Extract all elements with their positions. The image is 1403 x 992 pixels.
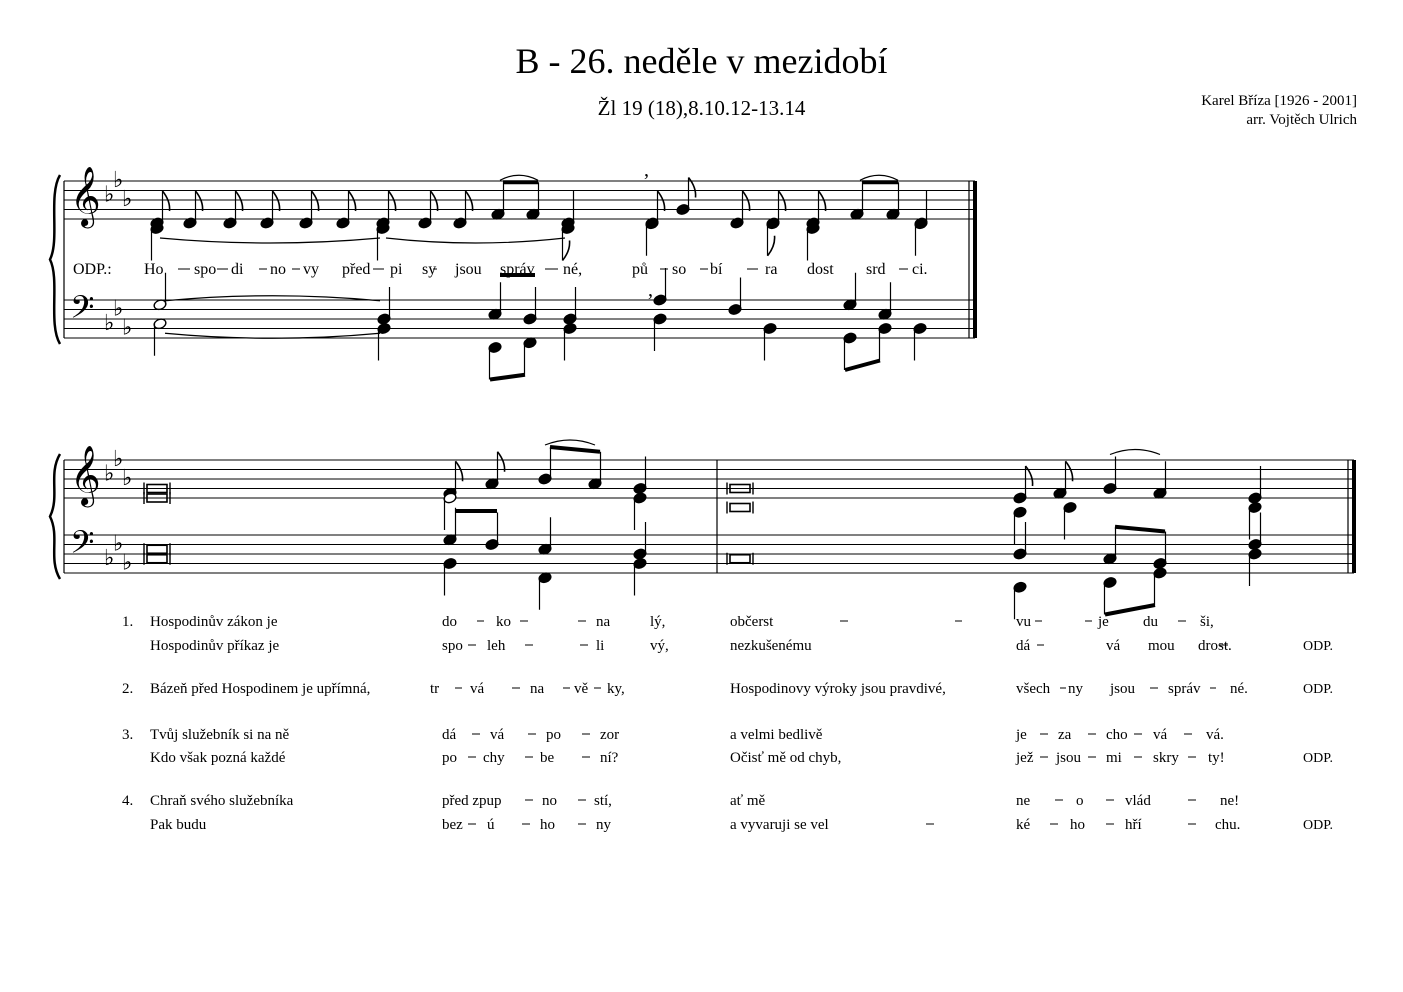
refrain-label: ODP.: [73,261,112,278]
verse-syllable: li [596,638,605,654]
page-title: B - 26. neděle v mezidobí [515,41,888,81]
verse-syllable: všech [1016,681,1051,697]
verse-syllable: dá [1016,638,1031,654]
verse-syllable: chy [483,750,505,766]
verse-syllable: vá [1106,638,1121,654]
verse-syllable: skry [1153,750,1179,766]
bass-clef-icon: 𝄢 [70,525,95,568]
verse-syllable: a velmi bedlivě [730,727,823,743]
verse-syllable: zor [600,727,620,743]
refrain-syllable: před [342,261,371,278]
flat-icon: ♭ [122,314,133,340]
refrain-syllable: pi [390,261,403,278]
brace [50,175,60,344]
verse-syllable: vě [574,681,589,697]
note-flag [819,191,826,211]
verse-syllable: vá [470,681,485,697]
verse-syllable: chu. [1215,817,1241,833]
flat-icon: ♭ [104,460,115,486]
note-flag [273,191,280,211]
refrain-syllable: ci. [912,261,928,278]
verse-syllable: vlád [1125,793,1151,809]
note-flag [349,191,356,211]
refrain-syllable: jsou [455,261,482,278]
tie [545,440,595,445]
beam [550,447,600,452]
response-marker: ODP. [1303,639,1333,654]
note-flag [312,191,319,211]
note-flag [456,461,463,481]
refrain-syllable: srd [866,261,886,278]
flat-icon: ♭ [104,181,115,207]
verse-syllable: ú [487,817,495,833]
refrain-syllable: správ [500,261,535,278]
verse-syllable: jsou [1056,750,1082,766]
tie [1110,450,1160,455]
brace [50,454,60,579]
verse-syllable: vá [1153,727,1168,743]
verse-syllable: po [442,750,457,766]
refrain-syllable: spo [194,261,217,278]
verse-syllable: bez [442,817,463,833]
refrain-syllable: di [231,261,244,278]
verse-syllable: jež [1016,750,1034,766]
verse-syllable: po [546,727,561,743]
verse-syllable: hří [1125,817,1142,833]
verse-syllable: no [542,793,557,809]
verse-syllable: Pak budu [150,817,207,833]
refrain-lyrics [73,261,928,278]
verse-syllable: leh [487,638,506,654]
verse-syllable: mi [1106,750,1122,766]
note-flag [163,191,170,211]
verse-syllable: Hospodinův příkaz je [150,638,280,654]
note-flag [779,191,786,211]
note-flag [196,191,203,211]
tie [860,175,898,180]
verse-syllable: správ [1168,681,1201,697]
verse-syllable: Hospodinovy výroky jsou pravdivé, [730,681,946,697]
verse-syllable: nezkušenému [730,638,812,654]
flat-icon: ♭ [113,446,124,471]
psalm-reference: Žl 19 (18),8.10.12-13.14 [597,96,806,120]
staff-lines [50,166,1354,579]
flat-icon: ♭ [113,167,124,192]
verse-number: 1. [122,614,134,630]
note-flag [431,191,438,211]
flat-icon: ♭ [104,309,115,335]
response-marker: ODP. [1303,682,1333,697]
refrain-syllable: so [672,261,687,278]
breve-note [730,504,750,512]
beam [490,375,525,380]
verse-syllable: za [1058,727,1072,743]
verse-syllable: Bázeň před Hospodinem je upřímná, [150,681,371,697]
note-flag [498,452,505,472]
breve-note [730,555,750,563]
tie [160,238,380,243]
verse-syllable: ne! [1220,793,1240,809]
verse-syllable: stí, [594,793,612,809]
verse-number: 3. [122,727,134,743]
verse-syllable: o [1076,793,1084,809]
verse-number: 2. [122,681,134,697]
verse-syllable: ne [1016,793,1031,809]
flat-icon: ♭ [104,544,115,570]
response-marker: ODP. [1303,818,1333,833]
note-flag [658,191,665,211]
beam [1115,527,1165,532]
verse-syllable: ať mě [730,793,766,809]
verse-syllable: ši, [1200,614,1214,630]
verse-syllable: ní? [600,750,619,766]
arranger-name: arr. Vojtěch Ulrich [1246,112,1357,128]
breath-mark-icon: , [644,159,649,181]
verse-syllable: je [1098,614,1109,630]
note-flag [743,191,750,211]
verse-syllable: ny [1068,681,1083,697]
verse-syllable: spo [442,638,463,654]
flat-icon: ♭ [113,530,124,556]
composer-name: Karel Bříza [1926 - 2001] [1201,93,1357,109]
verse-syllable: jsou [1110,681,1136,697]
breve-note [147,555,167,563]
verse-lyrics [122,614,1333,833]
verse-syllable: ty! [1208,750,1225,766]
verse-syllable: ko [496,614,511,630]
flat-icon: ♭ [122,186,133,211]
verse-syllable: a vyvaruji se vel [730,817,829,833]
verse-syllable: na [596,614,611,630]
verse-syllable: vu [1016,614,1031,630]
refrain-syllable: bí [710,261,723,278]
treble-clef-icon: 𝄞 [70,168,101,226]
refrain-syllable: dost [807,261,834,278]
breve-note [147,545,167,553]
verse-syllable: cho [1106,727,1128,743]
tie [500,175,538,180]
verse-syllable: ho [1070,817,1085,833]
verse-syllable: Hospodinův zákon je [150,614,278,630]
tie [386,238,565,243]
note-flag [768,236,775,256]
note-flag [563,241,570,261]
verse-syllable: ny [596,817,611,833]
flat-icon: ♭ [113,295,124,321]
verse-number: 4. [122,793,134,809]
treble-clef-icon: 𝄞 [70,447,101,505]
note-flag [389,191,396,211]
verse-syllable: be [540,750,555,766]
notes [144,159,1262,619]
note-flag [236,191,243,211]
verse-syllable: před zpup [442,793,502,809]
verse-syllable: ky, [607,681,625,697]
beam [845,361,880,371]
refrain-syllable: pů [632,261,648,278]
refrain-syllable: no [270,261,286,278]
refrain-syllable: Ho [144,261,164,278]
response-marker: ODP. [1303,751,1333,766]
verse-syllable: Kdo však pozná každé [150,750,286,766]
verse-syllable: do [442,614,457,630]
verse-syllable: tr [430,681,440,697]
verse-syllable: vá. [1206,727,1224,743]
flat-icon: ♭ [122,465,133,490]
refrain-syllable: sy [422,261,437,278]
note-flag [1066,461,1073,481]
breath-mark-icon: , [648,279,653,301]
verse-syllable: Očisť mě od chyb, [730,750,842,766]
verse-syllable: dá [442,727,457,743]
bass-clef-icon: 𝄢 [70,290,95,333]
verse-syllable: ké [1016,817,1031,833]
verse-syllable: ho [540,817,555,833]
verse-syllable: občerst [730,614,774,630]
verse-syllable: je [1016,727,1027,743]
verse-syllable: mou [1148,638,1175,654]
verse-syllable: du [1143,614,1158,630]
verse-syllable: na [530,681,545,697]
verse-syllable: Chraň svého služebníka [150,793,294,809]
verse-syllable: Tvůj služebník si na ně [150,727,290,743]
verse-syllable: lý, [650,614,666,630]
refrain-syllable: né, [563,261,583,278]
verse-syllable: vá [490,727,505,743]
verse-syllable: né. [1230,681,1248,697]
flat-icon: ♭ [122,549,133,575]
verse-syllable: drost. [1198,638,1232,654]
note-flag [466,191,473,211]
verse-syllable: vý, [650,638,669,654]
refrain-syllable: vy [303,261,319,278]
refrain-syllable: ra [765,261,778,278]
